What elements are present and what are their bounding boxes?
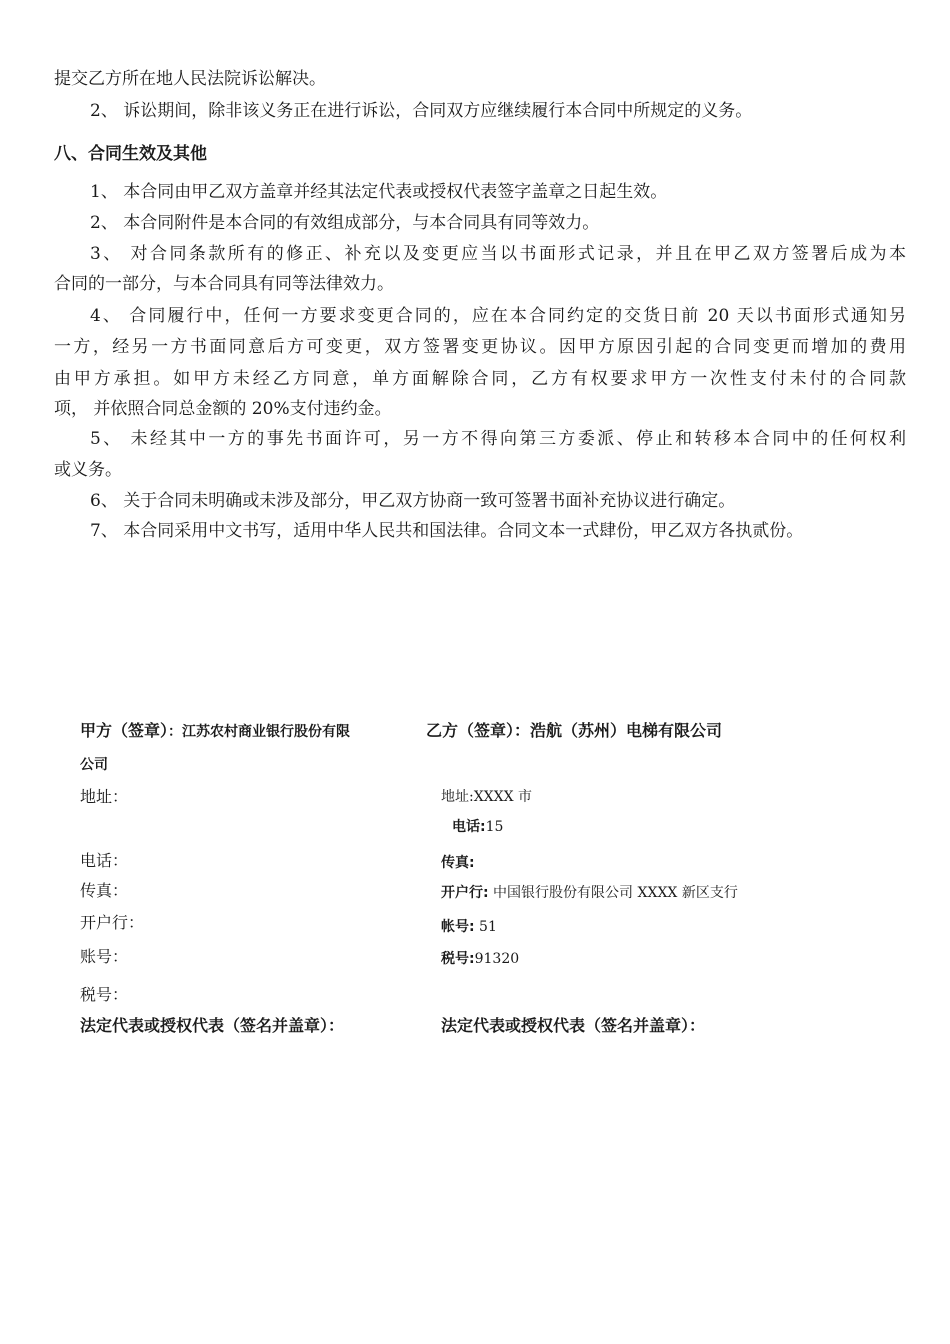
section-8-item-2: 2、 本合同附件是本合同的有效组成部分，与本合同具有同等效力。 (90, 213, 600, 233)
party-b-phone-value: 15 (485, 819, 504, 835)
party-b-account-value: 51 (474, 919, 497, 935)
party-a-phone-label: 电话： (80, 851, 129, 870)
party-a-fax-label: 传真： (80, 881, 129, 900)
section-8-item-5: 5、 未经其中一方的事先书面许可，另一方不得向第三方委派、停止和转移本合同中的任何权利 (90, 429, 906, 449)
section-8-item-6: 6、 关于合同未明确或未涉及部分，甲乙双方协商一致可签署书面补充协议进行确定。 (90, 491, 736, 511)
section-8-item-4-cont-2: 由甲方承担。如甲方未经乙方同意，单方面解除合同，乙方有权要求甲方一次性支付未付的合同款 (54, 369, 906, 389)
section-8-heading: 八、合同生效及其他 (54, 144, 207, 164)
party-b-address: 地址:XXXX 市 (441, 789, 533, 805)
party-b-bank (441, 880, 738, 906)
section-8-item-4-cont-1: 一方，经另一方书面同意后方可变更，双方签署变更协议。因甲方原因引起的合同变更而增加的费用 (54, 337, 906, 357)
party-b-account (441, 914, 497, 940)
party-a-address-label: 地址： (80, 787, 129, 806)
section-8-item-4-cont-3: 项， 并依照合同总金额的 20%支付违约金。 (54, 399, 392, 419)
section-8-item-5-cont: 或义务。 (54, 460, 122, 480)
party-a-rep-label: 法定代表或授权代表（签名并盖章）： (80, 1016, 345, 1035)
party-b-bank-label: 开户行: (441, 885, 489, 901)
clause-7-continuation: 提交乙方所在地人民法院诉讼解决。 (54, 69, 326, 89)
party-b-fax-label: 传真: (441, 855, 475, 871)
party-b-phone-label: 电话: (452, 819, 486, 835)
party-b-title: 乙方（签章）：浩航（苏州）电梯有限公司 (426, 721, 723, 740)
party-b-tax-label: 税号: (441, 951, 475, 967)
party-b-account-label: 帐号: (441, 919, 475, 935)
party-a-tax-label: 税号： (80, 985, 129, 1004)
section-8-item-1: 1、 本合同由甲乙双方盖章并经其法定代表或授权代表签字盖章之日起生效。 (90, 182, 668, 202)
party-a-bank-label: 开户行： (80, 913, 145, 932)
party-b-bank-value: 中国银行股份有限公司 XXXX 新区支行 (488, 885, 738, 901)
party-b-tax-value: 91320 (474, 951, 520, 967)
section-8-item-3-cont: 合同的一部分，与本合同具有同等法律效力。 (54, 274, 394, 294)
party-a-title-prefix: 甲方（签章） (80, 721, 169, 740)
clause-7-item-2: 2、 诉讼期间，除非该义务正在进行诉讼，合同双方应继续履行本合同中所规定的义务。 (90, 101, 753, 121)
party-a-title (80, 718, 350, 745)
party-a-title-name: ：江苏农村商业银行股份有限 (168, 724, 351, 740)
party-a-title-cont: 公司 (80, 757, 108, 773)
party-b-tax (441, 946, 519, 972)
section-8-item-7: 7、 本合同采用中文书写，适用中华人民共和国法律。合同文本一式肆份，甲乙双方各执贰份。 (90, 521, 804, 541)
party-a-account-label: 账号： (80, 947, 129, 966)
section-8-item-4: 4、 合同履行中，任何一方要求变更合同的，应在本合同约定的交货日前 20 天以书面形式通知另 (90, 306, 906, 326)
section-8-item-3: 3、 对合同条款所有的修正、补充以及变更应当以书面形式记录，并且在甲乙双方签署后成为本 (90, 244, 906, 264)
party-b-rep-label: 法定代表或授权代表（签名并盖章）： (441, 1016, 706, 1035)
party-b-phone (452, 814, 503, 840)
